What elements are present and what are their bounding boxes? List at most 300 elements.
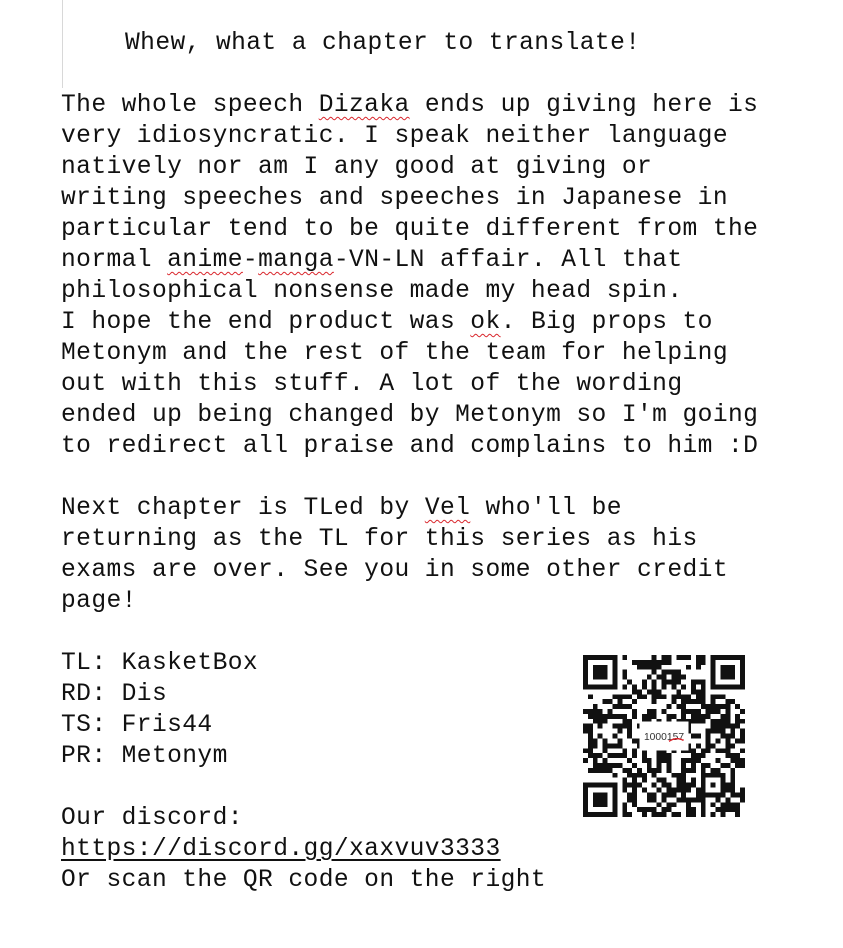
qr-module bbox=[696, 734, 701, 739]
qr-module bbox=[720, 719, 725, 724]
qr-module bbox=[701, 763, 706, 768]
qr-module bbox=[671, 792, 676, 797]
qr-module bbox=[740, 680, 745, 685]
text-run: . Big props to bbox=[500, 309, 713, 336]
qr-module bbox=[657, 689, 662, 694]
qr-module bbox=[657, 758, 662, 763]
qr-module bbox=[666, 763, 671, 768]
qr-module bbox=[617, 724, 622, 729]
paragraph-line: out with this stuff. A lot of the wording bbox=[61, 371, 683, 398]
qr-module bbox=[701, 684, 706, 689]
qr-module bbox=[676, 778, 681, 783]
qr-module bbox=[716, 694, 721, 699]
qr-module bbox=[686, 807, 691, 812]
misspelled-word[interactable]: ok bbox=[470, 309, 501, 336]
qr-module bbox=[647, 665, 652, 670]
qr-module bbox=[657, 778, 662, 783]
qr-module bbox=[720, 812, 725, 817]
qr-module bbox=[603, 758, 608, 763]
qr-module bbox=[740, 709, 745, 714]
qr-module bbox=[696, 753, 701, 758]
qr-module bbox=[701, 812, 706, 817]
qr-module bbox=[730, 802, 735, 807]
qr-module bbox=[691, 812, 696, 817]
qr-module bbox=[598, 709, 603, 714]
qr-module bbox=[598, 665, 603, 670]
qr-module bbox=[647, 768, 652, 773]
qr-module bbox=[632, 748, 637, 753]
discord-link[interactable]: https://discord.gg/xaxvuv3333 bbox=[61, 836, 501, 863]
qr-module bbox=[603, 670, 608, 675]
qr-module bbox=[730, 729, 735, 734]
qr-module bbox=[598, 812, 603, 817]
qr-module bbox=[652, 680, 657, 685]
discord-qr-code[interactable] bbox=[583, 655, 745, 817]
qr-module bbox=[652, 709, 657, 714]
qr-module bbox=[593, 665, 598, 670]
qr-module bbox=[701, 714, 706, 719]
qr-module bbox=[730, 684, 735, 689]
qr-module bbox=[617, 738, 622, 743]
qr-module bbox=[725, 763, 730, 768]
qr-module bbox=[720, 655, 725, 660]
qr-module bbox=[686, 665, 691, 670]
qr-module bbox=[686, 783, 691, 788]
misspelled-word[interactable]: anime bbox=[167, 247, 243, 274]
qr-module bbox=[725, 655, 730, 660]
qr-module bbox=[603, 714, 608, 719]
qr-module bbox=[593, 763, 598, 768]
qr-module bbox=[691, 753, 696, 758]
qr-module bbox=[706, 704, 711, 709]
qr-module bbox=[701, 783, 706, 788]
qr-module bbox=[735, 812, 740, 817]
qr-module bbox=[711, 709, 716, 714]
qr-module bbox=[583, 724, 588, 729]
qr-module bbox=[706, 792, 711, 797]
qr-module bbox=[662, 655, 667, 660]
misspelled-word[interactable]: Vel bbox=[424, 495, 471, 522]
qr-module bbox=[681, 778, 686, 783]
qr-module bbox=[588, 684, 593, 689]
qr-module bbox=[701, 704, 706, 709]
qr-module bbox=[657, 694, 662, 699]
qr-module bbox=[652, 812, 657, 817]
qr-module bbox=[716, 704, 721, 709]
qr-module bbox=[583, 797, 588, 802]
qr-module bbox=[603, 699, 608, 704]
qr-module bbox=[676, 670, 681, 675]
qr-module bbox=[617, 743, 622, 748]
qr-module bbox=[711, 792, 716, 797]
qr-module bbox=[588, 734, 593, 739]
qr-module bbox=[666, 807, 671, 812]
qr-module bbox=[612, 675, 617, 680]
qr-module bbox=[662, 807, 667, 812]
qr-module bbox=[691, 748, 696, 753]
qr-module bbox=[583, 758, 588, 763]
qr-module bbox=[603, 748, 608, 753]
qr-module bbox=[632, 709, 637, 714]
qr-module bbox=[720, 684, 725, 689]
qr-module bbox=[735, 724, 740, 729]
qr-module bbox=[720, 807, 725, 812]
qr-module bbox=[730, 807, 735, 812]
qr-module bbox=[632, 738, 637, 743]
qr-module bbox=[652, 665, 657, 670]
qr-module bbox=[735, 807, 740, 812]
qr-module bbox=[637, 660, 642, 665]
qr-module bbox=[652, 689, 657, 694]
qr-module bbox=[681, 675, 686, 680]
qr-module bbox=[622, 748, 627, 753]
paragraph-line bbox=[61, 307, 821, 338]
qr-module bbox=[681, 714, 686, 719]
qr-module bbox=[662, 783, 667, 788]
text-run: ends up giving here is bbox=[409, 92, 759, 119]
qr-module bbox=[642, 684, 647, 689]
qr-module bbox=[608, 753, 613, 758]
qr-module bbox=[740, 660, 745, 665]
qr-module bbox=[612, 797, 617, 802]
qr-module bbox=[671, 812, 676, 817]
paragraph-line: to redirect all praise and complains to him :D bbox=[61, 433, 759, 460]
qr-module bbox=[711, 783, 716, 788]
qr-module bbox=[701, 694, 706, 699]
qr-module bbox=[711, 660, 716, 665]
qr-module bbox=[622, 783, 627, 788]
qr-module bbox=[662, 670, 667, 675]
qr-module bbox=[593, 768, 598, 773]
qr-module bbox=[627, 704, 632, 709]
qr-module bbox=[647, 660, 652, 665]
qr-module bbox=[691, 778, 696, 783]
qr-module bbox=[696, 694, 701, 699]
qr-module bbox=[706, 729, 711, 734]
paragraph-line: returning as the TL for this series as his bbox=[61, 526, 698, 553]
qr-module bbox=[730, 675, 735, 680]
qr-module bbox=[740, 675, 745, 680]
qr-module bbox=[657, 763, 662, 768]
qr-module bbox=[701, 802, 706, 807]
qr-module bbox=[617, 704, 622, 709]
qr-module bbox=[691, 734, 696, 739]
qr-module bbox=[588, 694, 593, 699]
qr-module bbox=[593, 738, 598, 743]
qr-module bbox=[603, 792, 608, 797]
qr-module bbox=[627, 812, 632, 817]
qr-module bbox=[598, 783, 603, 788]
paragraph-line: natively nor am I any good at giving or bbox=[61, 154, 653, 181]
qr-module bbox=[588, 812, 593, 817]
qr-module bbox=[706, 709, 711, 714]
qr-module bbox=[622, 675, 627, 680]
qr-module bbox=[730, 743, 735, 748]
qr-module bbox=[716, 797, 721, 802]
qr-module bbox=[740, 655, 745, 660]
qr-module bbox=[671, 714, 676, 719]
qr-module bbox=[588, 753, 593, 758]
qr-module bbox=[593, 802, 598, 807]
qr-module bbox=[662, 758, 667, 763]
qr-module bbox=[671, 670, 676, 675]
qr-module bbox=[612, 807, 617, 812]
qr-module bbox=[716, 729, 721, 734]
qr-module bbox=[583, 729, 588, 734]
qr-module bbox=[725, 714, 730, 719]
qr-module bbox=[735, 704, 740, 709]
qr-module bbox=[701, 680, 706, 685]
qr-module bbox=[612, 753, 617, 758]
qr-module bbox=[735, 792, 740, 797]
qr-module bbox=[593, 792, 598, 797]
qr-module bbox=[716, 807, 721, 812]
qr-module bbox=[622, 802, 627, 807]
qr-module bbox=[652, 797, 657, 802]
qr-module bbox=[725, 724, 730, 729]
qr-module bbox=[706, 743, 711, 748]
qr-module bbox=[583, 807, 588, 812]
qr-module bbox=[691, 684, 696, 689]
qr-module bbox=[632, 699, 637, 704]
qr-module bbox=[701, 699, 706, 704]
qr-module bbox=[662, 675, 667, 680]
qr-module bbox=[612, 792, 617, 797]
qr-module bbox=[627, 783, 632, 788]
qr-module bbox=[627, 768, 632, 773]
qr-module bbox=[730, 724, 735, 729]
qr-module bbox=[588, 783, 593, 788]
qr-module bbox=[725, 788, 730, 793]
qr-module bbox=[691, 689, 696, 694]
qr-module bbox=[608, 763, 613, 768]
qr-module bbox=[662, 812, 667, 817]
qr-module bbox=[642, 812, 647, 817]
qr-module bbox=[691, 768, 696, 773]
qr-module bbox=[686, 812, 691, 817]
qr-module bbox=[730, 783, 735, 788]
qr-module bbox=[647, 689, 652, 694]
credit-proofreader: PR: Metonym bbox=[61, 743, 228, 770]
misspelled-word[interactable]: manga bbox=[258, 247, 334, 274]
qr-module bbox=[716, 748, 721, 753]
qr-module bbox=[720, 714, 725, 719]
qr-module bbox=[603, 797, 608, 802]
qr-module bbox=[642, 680, 647, 685]
qr-module bbox=[696, 709, 701, 714]
qr-module bbox=[588, 655, 593, 660]
qr-module bbox=[701, 689, 706, 694]
qr-module bbox=[676, 680, 681, 685]
qr-module bbox=[657, 802, 662, 807]
qr-module bbox=[593, 655, 598, 660]
qr-module bbox=[598, 714, 603, 719]
qr-module bbox=[681, 768, 686, 773]
qr-module bbox=[593, 783, 598, 788]
qr-module bbox=[730, 665, 735, 670]
qr-module bbox=[603, 763, 608, 768]
qr-module bbox=[701, 660, 706, 665]
qr-module bbox=[725, 684, 730, 689]
qr-module bbox=[725, 802, 730, 807]
qr-module bbox=[612, 724, 617, 729]
qr-module bbox=[632, 753, 637, 758]
qr-module bbox=[740, 763, 745, 768]
qr-module bbox=[662, 680, 667, 685]
qr-module bbox=[716, 724, 721, 729]
qr-module bbox=[622, 812, 627, 817]
qr-module bbox=[603, 719, 608, 724]
qr-module bbox=[701, 797, 706, 802]
qr-module bbox=[642, 773, 647, 778]
qr-module bbox=[681, 792, 686, 797]
qr-module bbox=[730, 778, 735, 783]
qr-module bbox=[612, 680, 617, 685]
qr-module bbox=[617, 714, 622, 719]
qr-module bbox=[603, 655, 608, 660]
qr-module bbox=[657, 812, 662, 817]
qr-module bbox=[627, 724, 632, 729]
qr-module bbox=[696, 714, 701, 719]
qr-module bbox=[622, 768, 627, 773]
qr-module bbox=[671, 699, 676, 704]
qr-module bbox=[696, 655, 701, 660]
qr-module bbox=[716, 773, 721, 778]
qr-module bbox=[632, 797, 637, 802]
qr-module bbox=[617, 694, 622, 699]
qr-module bbox=[652, 699, 657, 704]
qr-module bbox=[711, 743, 716, 748]
qr-module bbox=[622, 655, 627, 660]
qr-module bbox=[588, 709, 593, 714]
qr-module bbox=[652, 783, 657, 788]
qr-module bbox=[598, 670, 603, 675]
qr-module bbox=[740, 748, 745, 753]
qr-module bbox=[720, 783, 725, 788]
qr-module bbox=[583, 783, 588, 788]
qr-module bbox=[691, 807, 696, 812]
qr-module bbox=[740, 729, 745, 734]
qr-module bbox=[666, 680, 671, 685]
paragraph-1 bbox=[61, 90, 821, 462]
qr-module bbox=[612, 734, 617, 739]
qr-module bbox=[691, 709, 696, 714]
paragraph-line: page! bbox=[61, 588, 137, 615]
qr-module bbox=[740, 788, 745, 793]
qr-module bbox=[716, 792, 721, 797]
document-title: Whew, what a chapter to translate! bbox=[125, 30, 641, 57]
qr-module bbox=[666, 704, 671, 709]
qr-module bbox=[681, 788, 686, 793]
text-run: Next chapter is TLed by bbox=[61, 495, 425, 522]
qr-module bbox=[681, 704, 686, 709]
qr-module bbox=[696, 743, 701, 748]
qr-module bbox=[711, 768, 716, 773]
qr-module bbox=[588, 768, 593, 773]
qr-module bbox=[666, 753, 671, 758]
qr-module bbox=[617, 699, 622, 704]
qr-module bbox=[583, 788, 588, 793]
qr-module bbox=[657, 660, 662, 665]
qr-module bbox=[603, 812, 608, 817]
paragraph-line: writing speeches and speeches in Japanese in bbox=[61, 185, 728, 212]
qr-module bbox=[725, 743, 730, 748]
qr-module bbox=[730, 768, 735, 773]
qr-module bbox=[612, 783, 617, 788]
qr-module bbox=[735, 802, 740, 807]
qr-module bbox=[657, 768, 662, 773]
qr-module bbox=[701, 655, 706, 660]
qr-module bbox=[725, 675, 730, 680]
qr-module bbox=[622, 753, 627, 758]
qr-center-text: 1000157 bbox=[643, 731, 685, 743]
qr-module bbox=[666, 758, 671, 763]
paragraph-line: philosophical nonsense made my head spin. bbox=[61, 278, 683, 305]
qr-module bbox=[730, 670, 735, 675]
qr-module bbox=[686, 797, 691, 802]
qr-module bbox=[622, 704, 627, 709]
scan-qr-instruction: Or scan the QR code on the right bbox=[61, 867, 547, 894]
qr-module bbox=[725, 670, 730, 675]
qr-module bbox=[642, 714, 647, 719]
qr-module bbox=[588, 714, 593, 719]
qr-module bbox=[632, 684, 637, 689]
qr-module bbox=[637, 783, 642, 788]
qr-module bbox=[588, 724, 593, 729]
qr-module bbox=[593, 743, 598, 748]
qr-module bbox=[740, 738, 745, 743]
qr-module bbox=[612, 788, 617, 793]
qr-module bbox=[691, 763, 696, 768]
misspelled-word[interactable]: Dizaka bbox=[318, 92, 410, 119]
text-run: - bbox=[242, 247, 259, 274]
qr-module bbox=[691, 783, 696, 788]
qr-module bbox=[652, 670, 657, 675]
qr-module bbox=[612, 704, 617, 709]
qr-module bbox=[608, 684, 613, 689]
qr-module bbox=[598, 792, 603, 797]
qr-module bbox=[720, 704, 725, 709]
qr-module bbox=[720, 792, 725, 797]
qr-module bbox=[662, 778, 667, 783]
qr-module bbox=[686, 694, 691, 699]
qr-module bbox=[627, 792, 632, 797]
qr-module bbox=[711, 773, 716, 778]
qr-module bbox=[720, 734, 725, 739]
qr-module bbox=[686, 655, 691, 660]
qr-module bbox=[622, 694, 627, 699]
text-run: I hope the end product was bbox=[61, 309, 471, 336]
qr-module bbox=[725, 753, 730, 758]
qr-module bbox=[612, 763, 617, 768]
text-run: who'll be bbox=[470, 495, 622, 522]
qr-module bbox=[583, 709, 588, 714]
qr-module bbox=[662, 660, 667, 665]
qr-module bbox=[612, 670, 617, 675]
qr-module bbox=[735, 714, 740, 719]
qr-module bbox=[730, 792, 735, 797]
qr-module bbox=[632, 802, 637, 807]
qr-module bbox=[603, 783, 608, 788]
qr-module bbox=[666, 714, 671, 719]
qr-module bbox=[730, 699, 735, 704]
qr-module bbox=[730, 758, 735, 763]
qr-module bbox=[711, 724, 716, 729]
qr-module bbox=[676, 788, 681, 793]
qr-module bbox=[583, 792, 588, 797]
qr-module bbox=[720, 802, 725, 807]
qr-module bbox=[652, 807, 657, 812]
